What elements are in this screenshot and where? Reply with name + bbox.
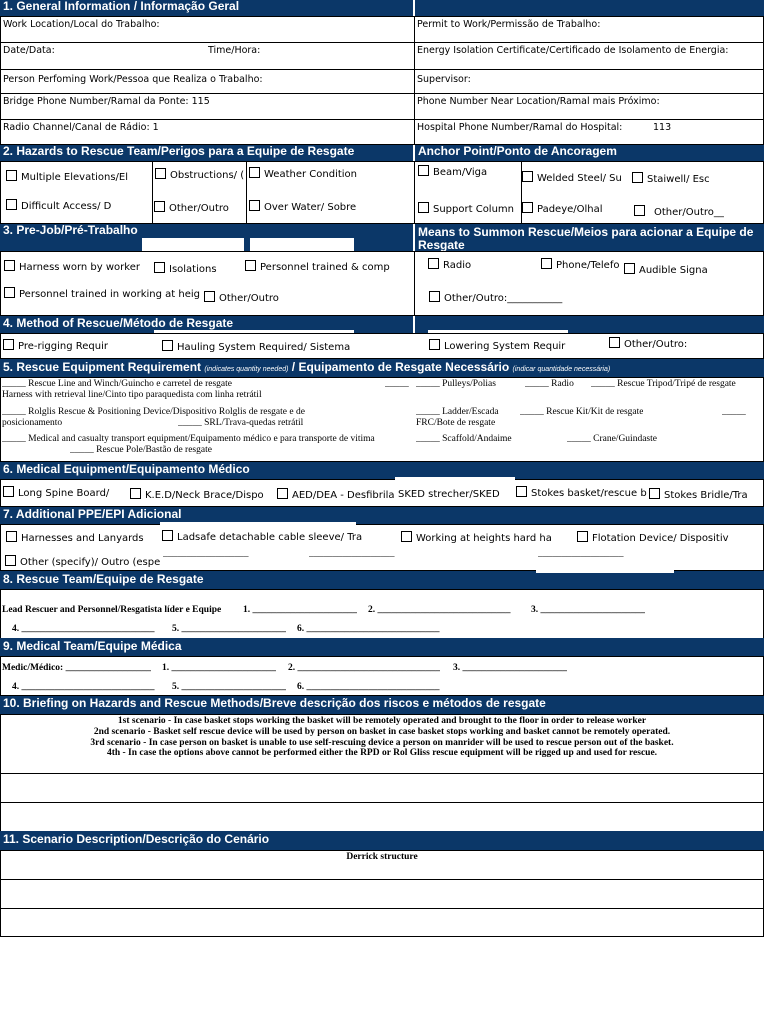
ppe-other-label: Other (specify)/ Outro (espe xyxy=(20,557,161,568)
briefing-line-3: 3rd scenario - In case person on basket is unable to use self-rescuing device a person on manrider will be used to rescue person out of the basket. xyxy=(90,738,674,748)
equip-radio: _____ Radio xyxy=(525,379,574,389)
med-ked-label: K.E.D/Neck Brace/Dispo xyxy=(145,490,264,501)
equip-rescue-kit: _____ Rescue Kit/Kit de resgate xyxy=(520,407,644,417)
summon-audible-signal-checkbox[interactable] xyxy=(624,263,635,274)
hazard-weather-label: Weather Condition xyxy=(264,169,357,180)
briefing-blank-row-2[interactable] xyxy=(0,802,764,832)
summon-other-label: Other/Outro:___________ xyxy=(444,293,563,304)
med-ked[interactable] xyxy=(130,488,266,502)
ppe-hard-hat[interactable] xyxy=(401,531,553,545)
permit-label: Permit to Work/Permissão de Trabalho: xyxy=(417,19,601,30)
med-sked[interactable] xyxy=(396,488,516,501)
equip-rolglis-cont: posicionamento xyxy=(2,418,63,428)
med-stokes-bridle-label: Stokes Bridle/Tra xyxy=(664,490,748,501)
prejob-harness-worn-label: Harness worn by worker xyxy=(19,262,140,273)
hazard-other-label: Other/Outro xyxy=(169,203,229,214)
hospital-phone-label: Hospital Phone Number/Ramal do Hospital: xyxy=(417,122,623,133)
summon-rescue-header: Means to Summon Rescue/Meios para acionar a Equipe de Resgate xyxy=(415,224,764,251)
rescuer-3[interactable]: 3. ______________________ xyxy=(531,605,645,615)
permit-field[interactable] xyxy=(414,16,764,43)
hazard-over-water-label: Over Water/ Sobre xyxy=(264,202,357,213)
header-gap-7 xyxy=(536,569,674,573)
ppe-ladsafe[interactable] xyxy=(162,530,368,544)
prejob-other-checkbox[interactable] xyxy=(204,291,215,302)
rescuer-6[interactable]: 6. ____________________________ xyxy=(297,624,440,634)
equip-tripod: _____ Rescue Tripod/Tripé de resgate xyxy=(591,379,736,389)
med-stokes-bridle-checkbox[interactable] xyxy=(649,488,660,499)
hazards-divider xyxy=(152,161,153,224)
anchor-stairwell-label: Staiwell/ Esc xyxy=(647,174,710,185)
medic-6[interactable]: 6. ____________________________ xyxy=(297,682,440,692)
lead-rescuer-label: Lead Rescuer and Personnel/Resgatista líder e Equipe xyxy=(2,605,222,615)
rescuer-4[interactable]: 4. ____________________________ xyxy=(12,624,155,634)
equip-frc: FRC/Bote de resgate xyxy=(416,418,496,428)
energy-isolation-label: Energy Isolation Certificate/Certificado de Isolamento de Energia: xyxy=(417,45,729,56)
time-label: Time/Hora: xyxy=(208,45,261,56)
med-stokes-bridle[interactable] xyxy=(649,488,761,502)
anchor-support-column[interactable] xyxy=(418,202,518,216)
anchor-padeye-label: Padeye/Olhal xyxy=(537,204,603,215)
ppe-flotation-checkbox[interactable] xyxy=(577,531,588,542)
med-long-spine-board-label: Long Spine Board/ xyxy=(18,488,110,499)
anchor-support-column-label: Support Column xyxy=(433,204,515,215)
summon-radio-checkbox[interactable] xyxy=(428,258,439,269)
summon-audible-signal-label: Audible Signa xyxy=(639,265,708,276)
summon-other-checkbox[interactable] xyxy=(429,291,440,302)
hazard-weather[interactable] xyxy=(249,167,357,181)
ppe-hard-hat-checkbox[interactable] xyxy=(401,531,412,542)
equip-crane: _____ Crane/Guindaste xyxy=(567,434,657,444)
ppe-harnesses-lanyards[interactable] xyxy=(6,531,150,545)
hazard-obstructions-label: Obstructions/ ( xyxy=(170,170,245,181)
med-aed-checkbox[interactable] xyxy=(277,488,288,499)
prejob-working-at-heights-label: Personnel trained in working at heig xyxy=(19,289,200,300)
anchor-stairwell-checkbox[interactable] xyxy=(632,172,643,183)
hazard-obstructions-checkbox[interactable] xyxy=(155,168,166,179)
anchor-point-header: Anchor Point/Ponto de Ancoragem xyxy=(415,145,764,161)
header-gap xyxy=(142,238,244,251)
med-aed-label: AED/DEA - Desfibrila xyxy=(292,490,395,501)
work-location-label: Work Location/Local do Trabalho: xyxy=(3,19,160,30)
prejob-isolations-label: Isolations xyxy=(169,264,217,275)
hazard-over-water[interactable] xyxy=(249,200,359,214)
briefing-line-1: 1st scenario - In case basket stops working the basket will be remotely operated and brought to the floor in order to release worker xyxy=(117,716,647,726)
method-hauling-system-checkbox[interactable] xyxy=(162,340,173,351)
bridge-phone-field[interactable] xyxy=(0,93,415,120)
med-long-spine-board-checkbox[interactable] xyxy=(3,486,14,497)
hazard-multiple-elevations[interactable] xyxy=(6,170,131,184)
anchor-beam[interactable] xyxy=(418,165,518,179)
prejob-other-label: Other/Outro xyxy=(219,293,279,304)
equip-blank-1: _____ xyxy=(385,379,409,389)
hazard-multiple-elevations-label: Multiple Elevations/El xyxy=(21,172,129,183)
hospital-phone-value: 113 xyxy=(653,122,672,133)
prejob-personnel-trained-comp-checkbox[interactable] xyxy=(245,260,256,271)
medic-2[interactable]: 2. ______________________________ xyxy=(288,663,440,673)
hazard-other-checkbox[interactable] xyxy=(154,201,165,212)
person-performing-label: Person Perfoming Work/Pessoa que Realiza o Trabalho: xyxy=(3,74,263,85)
briefing-line-4: 4th - In case the options above cannot be performed either the RPD or Rol Gliss rescue equipment will be rigged up and used for rescue. xyxy=(106,748,658,758)
ppe-other-blank-3: __________________ xyxy=(538,549,624,559)
radio-channel-field[interactable] xyxy=(0,119,415,145)
section-10-header: 10. Briefing on Hazards and Rescue Methods/Breve descrição dos riscos e métodos de resgate xyxy=(0,696,764,714)
section-3-header: 3. Pre-Job/Pré-Trabalho xyxy=(0,224,413,251)
prejob-working-at-heights-checkbox[interactable] xyxy=(4,287,15,298)
ppe-ladsafe-label: Ladsafe detachable cable sleeve/ Tra xyxy=(177,532,363,543)
prejob-isolations-checkbox[interactable] xyxy=(154,262,165,273)
prejob-isolations[interactable] xyxy=(154,262,234,276)
medic-3[interactable]: 3. ______________________ xyxy=(453,663,567,673)
hazard-difficult-access[interactable] xyxy=(6,199,116,213)
ppe-other-blank-1: __________________ xyxy=(163,549,249,559)
medic-1[interactable]: 1. ______________________ xyxy=(162,663,276,673)
energy-isolation-field[interactable] xyxy=(414,42,764,70)
equip-scaffold: _____ Scaffold/Andaime xyxy=(416,434,512,444)
hospital-phone-field[interactable] xyxy=(414,119,764,145)
med-aed[interactable] xyxy=(277,488,395,502)
scenario-row-2[interactable] xyxy=(0,879,764,909)
ppe-hard-hat-label: Working at heights hard ha xyxy=(416,533,552,544)
anchor-beam-checkbox[interactable] xyxy=(418,165,429,176)
anchor-beam-label: Beam/Viga xyxy=(433,167,488,178)
anchor-welded-steel[interactable] xyxy=(522,171,625,185)
anchor-welded-steel-checkbox[interactable] xyxy=(522,171,533,182)
section-1-header-right xyxy=(415,0,764,16)
section-5-title-a: 5. Rescue Equipment Requirement xyxy=(3,360,202,374)
ppe-other-checkbox[interactable] xyxy=(5,555,16,566)
method-hauling-system-label: Hauling System Required/ Sistema xyxy=(177,342,351,353)
person-performing-field[interactable] xyxy=(0,69,415,94)
date-label: Date/Data: xyxy=(3,45,55,56)
anchor-other-checkbox[interactable] xyxy=(634,205,645,216)
ppe-other[interactable] xyxy=(5,555,161,569)
phone-near-field[interactable] xyxy=(414,93,764,120)
anchor-support-column-checkbox[interactable] xyxy=(418,202,429,213)
rescuer-1[interactable]: 1. ______________________ xyxy=(243,605,357,615)
ppe-harnesses-lanyards-checkbox[interactable] xyxy=(6,531,17,542)
hazard-over-water-checkbox[interactable] xyxy=(249,200,260,211)
equip-rolglis: _____ Rolglis Rescue & Positioning Device/Dispositivo Rolglis de resgate e de xyxy=(2,407,305,417)
prejob-harness-worn-checkbox[interactable] xyxy=(4,260,15,271)
section-7-header: 7. Additional PPE/EPI Adicional xyxy=(0,507,764,524)
section-5-header xyxy=(0,359,764,377)
date-time-field[interactable] xyxy=(0,42,415,70)
equip-pulleys: _____ Pulleys/Polias xyxy=(416,379,496,389)
section-1-header: 1. General Information / Informação Geral xyxy=(0,0,413,16)
hazard-other[interactable] xyxy=(154,201,244,215)
section-5-note-b: (indicar quantidade necessária) xyxy=(512,366,611,373)
prejob-harness-worn[interactable] xyxy=(4,260,140,274)
header-gap-6 xyxy=(160,522,356,526)
ppe-flotation-label: Flotation Device/ Dispositiv xyxy=(592,533,729,544)
header-gap-5 xyxy=(395,477,515,481)
med-sked-label: SKED strecher/SKED xyxy=(398,489,500,500)
method-hauling-system[interactable] xyxy=(162,340,356,354)
equip-medical-transport: _____ Medical and casualty transport equipment/Equipamento médico e para transporte de vitima xyxy=(2,434,375,444)
scenario-text: Derrick structure xyxy=(346,852,418,862)
method-pre-rigging-checkbox[interactable] xyxy=(3,339,14,350)
equip-harness-retrieval: Harness with retrieval line/Cinto tipo paraquedista com linha retrátil xyxy=(2,390,262,400)
summon-phone-label: Phone/Telefo xyxy=(556,260,620,271)
prejob-other[interactable] xyxy=(204,291,280,305)
section-11-header: 11. Scenario Description/Descrição do Cenário xyxy=(0,831,764,850)
method-other-checkbox[interactable] xyxy=(609,337,620,348)
equip-blank-2: _____ xyxy=(722,407,746,417)
ppe-other-blank-2: __________________ xyxy=(309,549,395,559)
summon-phone-checkbox[interactable] xyxy=(541,258,552,269)
section-5-title-b: / Equipamento de Resgate Necessário xyxy=(291,360,510,374)
anchor-other-label: Other/Outro__ xyxy=(654,207,724,218)
anchor-stairwell[interactable] xyxy=(632,172,712,186)
method-pre-rigging[interactable] xyxy=(3,339,115,353)
prejob-personnel-trained-comp-label: Personnel trained & comp xyxy=(260,262,390,273)
hazard-difficult-access-label: Difficult Access/ D xyxy=(21,201,112,212)
supervisor-field[interactable] xyxy=(414,69,764,94)
method-lowering-system-checkbox[interactable] xyxy=(429,339,440,350)
anchor-padeye[interactable] xyxy=(522,202,622,216)
hazard-multiple-elevations-checkbox[interactable] xyxy=(6,170,17,181)
equip-rescue-line: _____ Rescue Line and Winch/Guincho e carretel de resgate xyxy=(2,379,232,389)
section-9-header: 9. Medical Team/Equipe Médica xyxy=(0,638,764,656)
anchor-padeye-checkbox[interactable] xyxy=(522,202,533,213)
summon-phone[interactable] xyxy=(541,258,627,272)
med-stokes-basket-checkbox[interactable] xyxy=(516,486,527,497)
briefing-line-2: 2nd scenario - Basket self rescue device will be used by person on basket in case basket stops working and basket cannot be remotely operated. xyxy=(93,727,671,737)
briefing-blank-row-1[interactable] xyxy=(0,773,764,803)
method-other-label: Other/Outro: xyxy=(624,339,688,350)
rescuer-2[interactable]: 2. ____________________________ xyxy=(368,605,511,615)
ppe-harnesses-lanyards-label: Harnesses and Lanyards xyxy=(21,533,144,544)
hazards-divider-2 xyxy=(246,161,247,224)
summon-radio-label: Radio xyxy=(443,260,472,271)
medic-5[interactable]: 5. ______________________ xyxy=(172,682,286,692)
section-2-header: 2. Hazards to Rescue Team/Perigos para a Equipe de Resgate xyxy=(0,145,413,161)
hazard-obstructions[interactable] xyxy=(155,168,245,182)
equip-rescue-pole: _____ Rescue Pole/Bastão de resgate xyxy=(70,445,212,455)
work-location-field[interactable] xyxy=(0,16,415,43)
method-other[interactable] xyxy=(609,337,693,351)
method-pre-rigging-label: Pre-rigging Requir xyxy=(18,341,108,352)
ppe-ladsafe-checkbox[interactable] xyxy=(162,530,173,541)
medic-4[interactable]: 4. ____________________________ xyxy=(12,682,155,692)
phone-near-label: Phone Number Near Location/Ramal mais Próximo: xyxy=(417,96,660,107)
medic-field[interactable]: Medic/Médico: __________________ xyxy=(2,663,152,673)
supervisor-label: Supervisor: xyxy=(417,74,471,85)
scenario-row-3[interactable] xyxy=(0,908,764,937)
summon-radio[interactable] xyxy=(428,258,518,272)
anchor-welded-steel-label: Welded Steel/ Su xyxy=(537,173,622,184)
method-lowering-system[interactable] xyxy=(429,339,571,353)
anchor-other[interactable] xyxy=(634,205,734,219)
med-long-spine-board[interactable] xyxy=(3,486,115,500)
summon-other[interactable] xyxy=(429,291,579,305)
med-stokes-basket-label: Stokes basket/rescue b xyxy=(531,488,647,499)
med-ked-checkbox[interactable] xyxy=(130,488,141,499)
header-gap-2 xyxy=(250,238,354,251)
med-stokes-basket[interactable] xyxy=(516,486,650,500)
section-8-header: 8. Rescue Team/Equipe de Resgate xyxy=(0,571,764,589)
prejob-personnel-trained-comp[interactable] xyxy=(245,260,395,274)
section-5-note-a: (indicates quantity needed) xyxy=(204,366,289,373)
prejob-working-at-heights[interactable] xyxy=(4,287,204,301)
section-6-header: 6. Medical Equipment/Equipamento Médico xyxy=(0,462,764,479)
equip-ladder: _____ Ladder/Escada xyxy=(416,407,499,417)
hazard-difficult-access-checkbox[interactable] xyxy=(6,199,17,210)
bridge-phone-label: Bridge Phone Number/Ramal da Ponte: 115 xyxy=(3,96,210,107)
hazard-weather-checkbox[interactable] xyxy=(249,167,260,178)
summon-audible-signal[interactable] xyxy=(624,263,710,277)
equip-srl: _____ SRL/Trava-quedas retrátil xyxy=(178,418,304,428)
section-4-header: 4. Method of Rescue/Método de Resgate xyxy=(0,316,413,333)
ppe-flotation[interactable] xyxy=(577,531,729,545)
method-lowering-system-label: Lowering System Requir xyxy=(444,341,566,352)
rescuer-5[interactable]: 5. ______________________ xyxy=(172,624,286,634)
radio-channel-label: Radio Channel/Canal de Rádio: 1 xyxy=(3,122,159,133)
